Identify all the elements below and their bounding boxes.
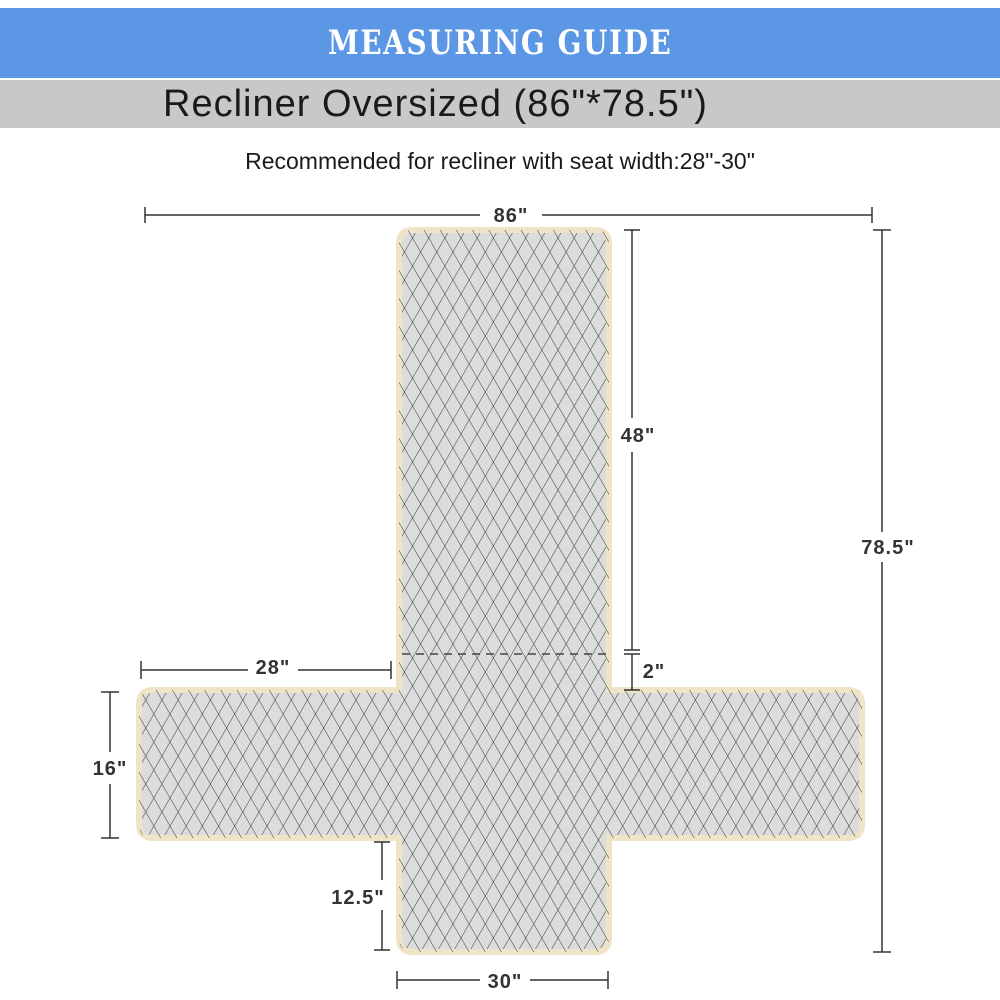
label-total-height: 78.5" [861, 537, 915, 559]
label-arm-width: 16" [92, 758, 128, 780]
product-title: Recliner Oversized (86"*78.5") [163, 83, 708, 125]
label-seat-width: 30" [487, 971, 523, 993]
label-total-width: 86" [493, 205, 529, 227]
label-backrest: 48" [620, 425, 656, 447]
cover-quilt-overlay [139, 230, 862, 952]
label-arm-length: 28" [255, 657, 291, 679]
label-footrest: 12.5" [331, 887, 385, 909]
dimension-seat-gap [624, 654, 640, 690]
guide-title: MEASURING GUIDE [327, 23, 673, 63]
label-seat-gap: 2" [642, 661, 666, 683]
recommendation-text: Recommended for recliner with seat width:28"-30" [245, 148, 755, 174]
dimension-total-height [873, 230, 891, 952]
